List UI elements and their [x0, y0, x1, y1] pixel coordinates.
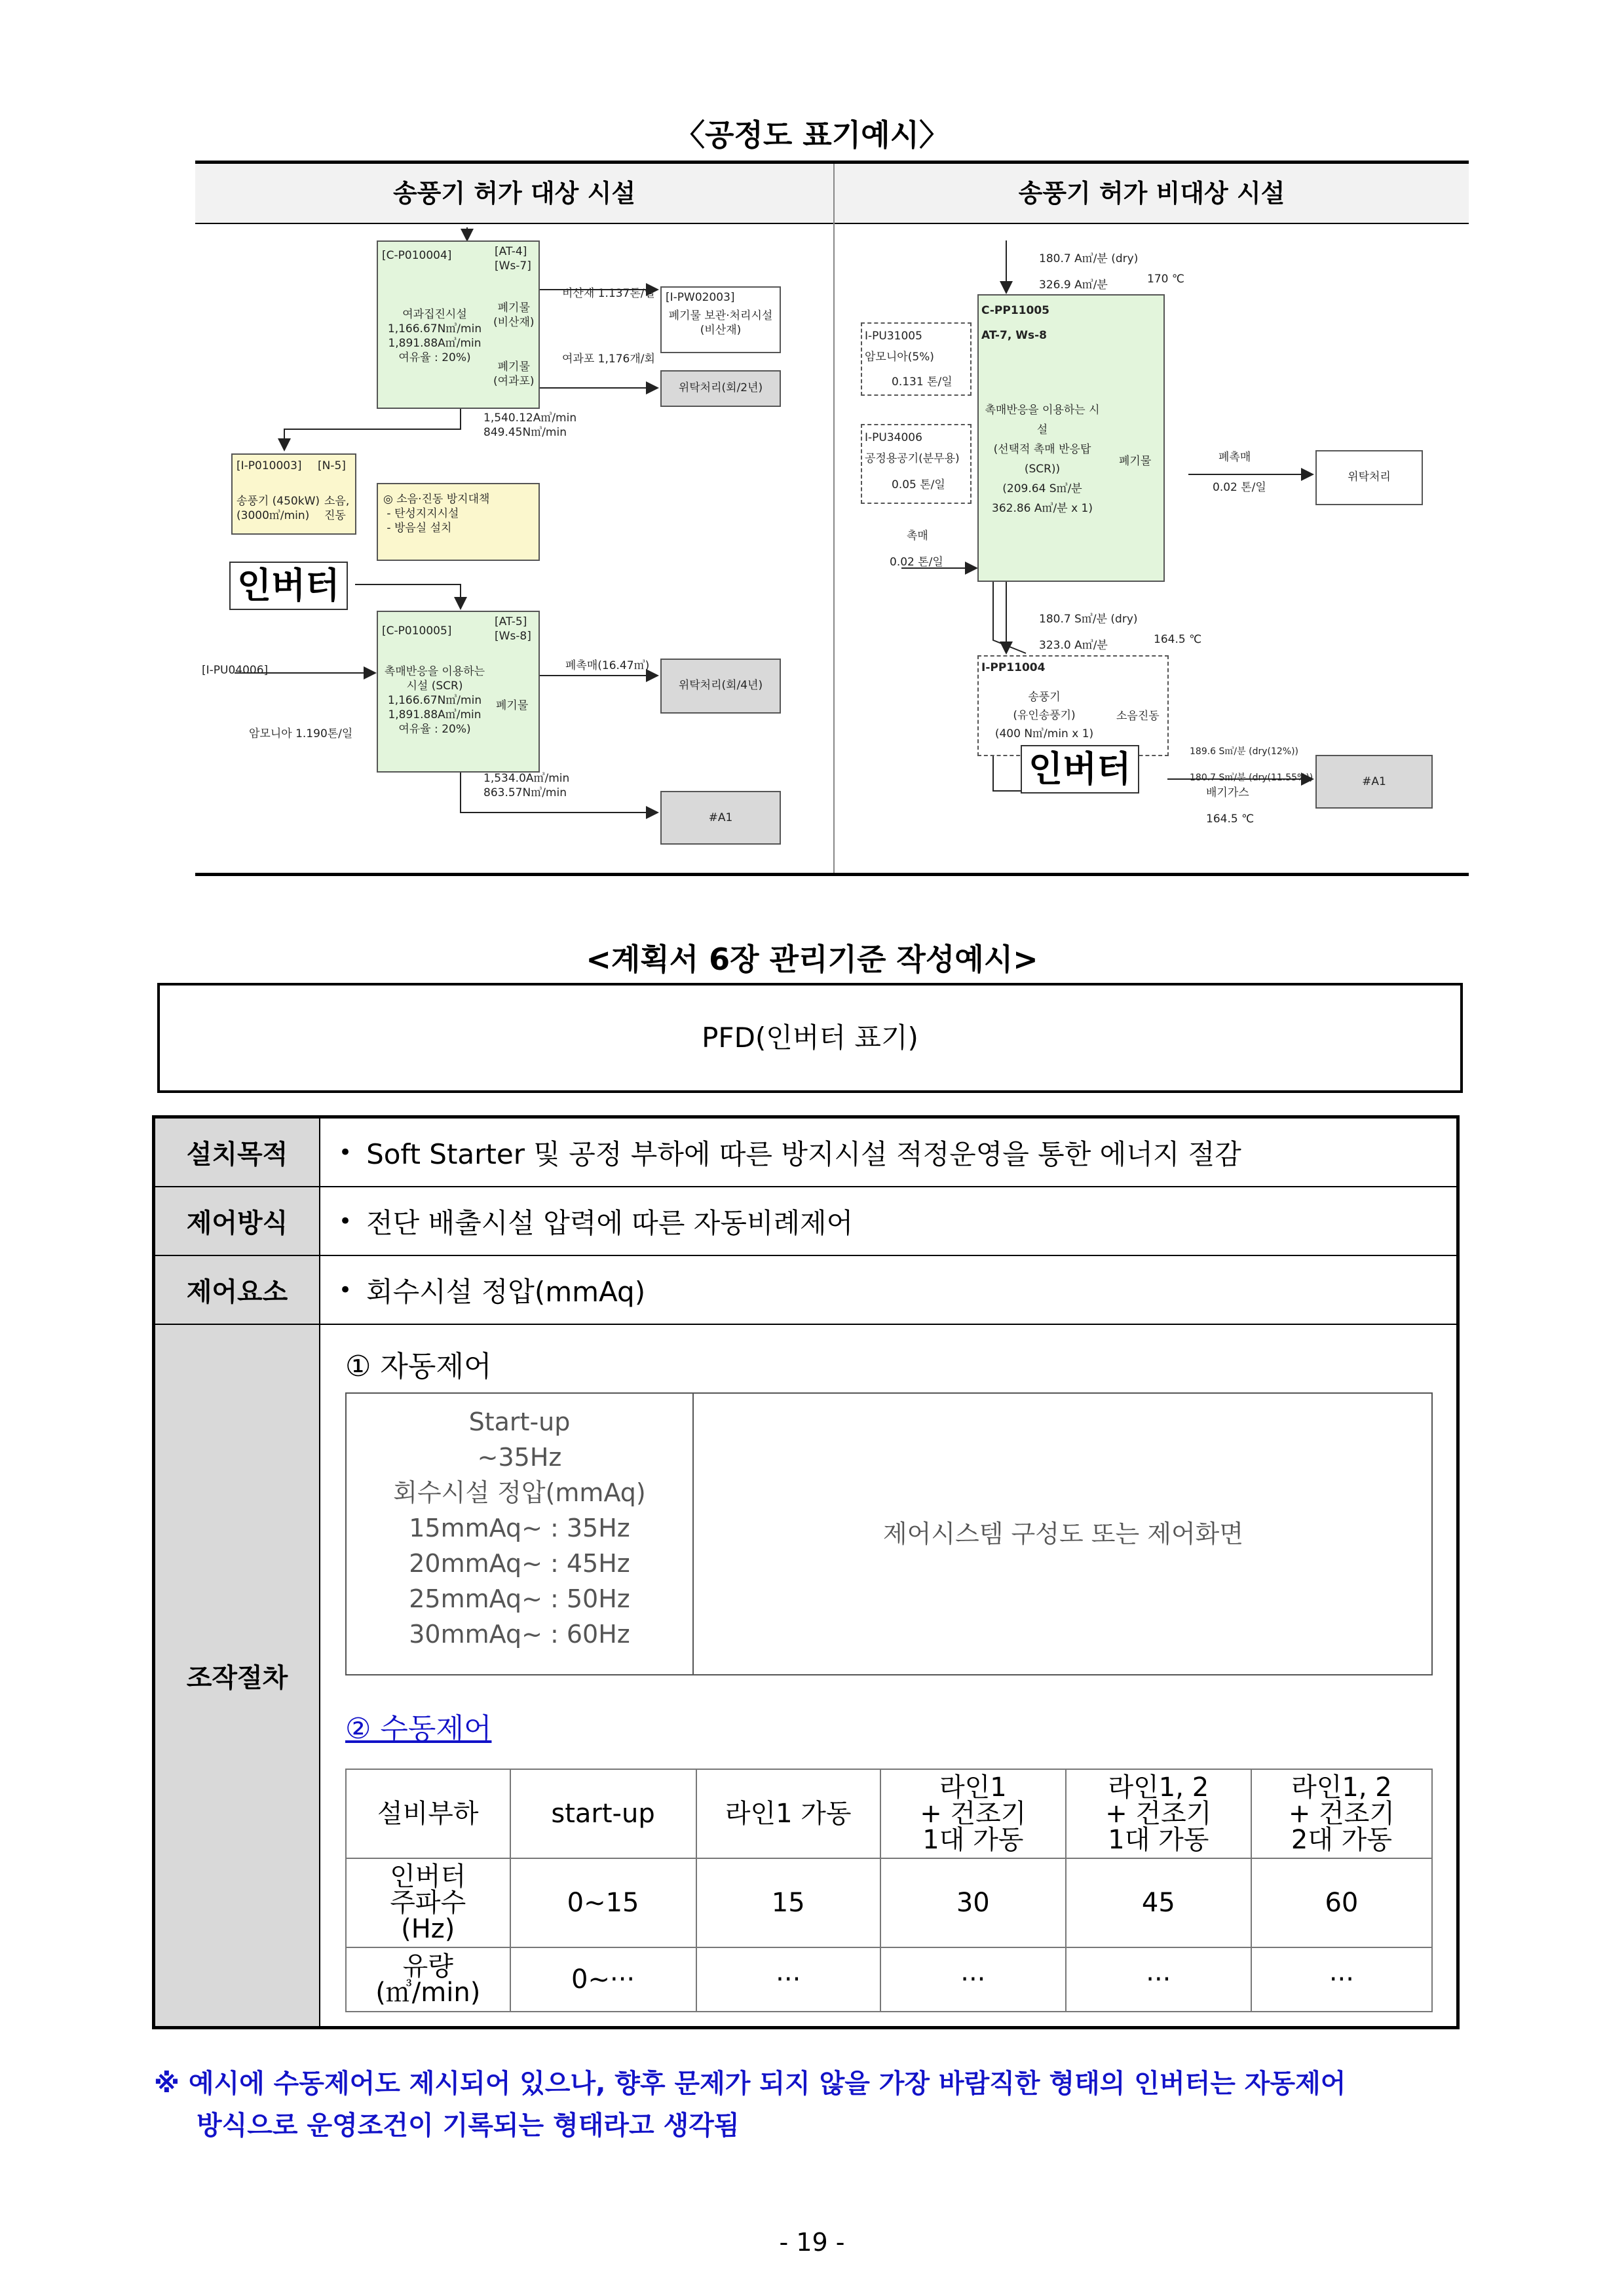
auto-control-box: [345, 1392, 1433, 1675]
page-number: - 19 -: [779, 2228, 845, 2257]
row-head-cell: 유량 (㎥/min): [346, 1947, 510, 2012]
auto-line: 15mmAq~ : 35Hz: [409, 1514, 630, 1542]
inverter-label-left: 인버터: [229, 562, 348, 610]
note-line-1: ※ 예시에 수동제어도 제시되어 있으나, 향후 문제가 되지 않을 가장 바람직한 형태의 인버터는 자동제어: [154, 2069, 1346, 2099]
waste-rate: 0.02 톤/일: [1213, 481, 1266, 494]
row-head-cell: 인버터 주파수 (Hz): [346, 1858, 510, 1947]
header-cell: 설비부하: [346, 1769, 510, 1858]
table-row: [346, 1947, 1432, 2012]
pu2-id: I-PU34006: [865, 431, 922, 444]
box-desc: 촉매반응을 이용하는 시 설 (선택적 촉매 반응탑 (SCR)) (209.64 S㎥/분 362.86 A㎥/분 x 1): [985, 404, 1100, 515]
pu2-rate: 0.05 톤/일: [892, 478, 945, 491]
table-cell: ···: [1066, 1947, 1251, 2012]
header-cell: start-up: [510, 1769, 696, 1858]
flow-after-scr: 1,534.0A㎥/min 863.57N㎥/min: [483, 772, 570, 799]
permit-target-header: 송풍기 허가 대상 시설: [195, 164, 835, 223]
auto-line: ~35Hz: [477, 1443, 562, 1472]
box-pw-desc: 폐기물 보관·처리시설 (비산재): [668, 309, 773, 337]
in-flow: 180.7 A㎥/분 (dry) 326.9 A㎥/분: [1039, 252, 1139, 292]
box1-desc: 여과집진시설 1,166.67N㎥/min 1,891.88A㎥/min 여유율 : 20%): [387, 308, 482, 364]
fan-n: [N-5]: [318, 459, 346, 472]
waste-label: 폐촉매: [1218, 451, 1251, 464]
box-out: 폐기물: [1119, 455, 1152, 468]
scr-box: [377, 611, 540, 773]
table-cell: 15: [696, 1858, 880, 1947]
auto-line: 30mmAq~ : 60Hz: [409, 1620, 630, 1649]
table-cell: 45: [1066, 1858, 1251, 1947]
box1-out2: 폐기물 (여과포): [493, 360, 535, 388]
process-air-box: [861, 424, 972, 504]
pfd-placeholder-box: PFD(인버터 표기): [157, 983, 1463, 1093]
out-flow: 189.6 S㎥/분 (dry(12%)) 180.7 S㎥/분 (dry(11.55%)): [1190, 746, 1313, 783]
element-text: 회수시설 정압(mmAq): [366, 1275, 646, 1308]
box-pw-id: [I-PW02003]: [666, 291, 735, 304]
fan-id: [I-P010003]: [236, 459, 302, 472]
noise-countermeasure-box: [377, 483, 540, 561]
management-criteria-title: <계획서 6장 관리기준 작성예시>: [586, 942, 1038, 977]
comparison-bottom-rule: [195, 873, 1469, 876]
management-criteria-table: [152, 1115, 1460, 2029]
manual-table-header: [346, 1769, 1432, 1858]
stack-a1-box-right: [1315, 755, 1433, 809]
blower-box: [231, 453, 356, 535]
flow-filter-bag: 여과포 1,176개/회: [562, 353, 655, 366]
row-label-method: 제어방식: [155, 1187, 320, 1255]
a1-left-label: #A1: [708, 811, 733, 824]
stack-a1-box-left: [660, 791, 781, 845]
pu1-rate: 0.131 톤/일: [892, 375, 953, 389]
box-id: C-PP11005: [981, 304, 1049, 317]
spent-catalyst-flow: 폐촉매(16.47㎥): [565, 659, 650, 672]
row-divider: [155, 1324, 1456, 1325]
table-cell: 0~···: [510, 1947, 696, 2012]
fan-noise: 소음, 진동: [324, 495, 350, 522]
table-cell: 30: [880, 1858, 1066, 1947]
comparison-header: [195, 161, 1469, 224]
waste-storage-box: [660, 286, 781, 353]
auto-line: 회수시설 정압(mmAq): [393, 1478, 646, 1507]
header-cell: 라인1, 2 + 건조기 1대 가동: [1066, 1769, 1251, 1858]
process-diagram-title: 〈공정도 표기예시〉: [674, 117, 950, 153]
method-text: 전단 배출시설 압력에 따른 자동비례제어: [366, 1206, 854, 1239]
a1-right-label: #A1: [1362, 775, 1386, 788]
box1-out1: 폐기물 (비산재): [493, 301, 535, 329]
ammonia-feed-box: [861, 322, 972, 396]
box-trust1-label: 위탁처리(회/2년): [678, 381, 763, 394]
purpose-text: Soft Starter 및 공정 부하에 따른 방지시설 적정운영을 통한 에너지 절감: [366, 1138, 1241, 1170]
flow-after-filter: 1,540.12A㎥/min 849.45N㎥/min: [483, 411, 577, 439]
header-cell: 라인1 가동: [696, 1769, 880, 1858]
noise-box-text: ◎ 소음·진동 방지대책 - 탄성지지시설 - 방음실 설치: [383, 493, 490, 535]
outsourced-treatment-box-1: [660, 370, 781, 407]
inverter-label-right: 인버터: [1021, 745, 1139, 794]
box-trust2-label: 위탁처리(회/4년): [678, 679, 763, 692]
box2-ws: [AT-5] [Ws-8]: [495, 615, 531, 643]
row-value-element: [326, 1256, 645, 1324]
catalyst-label: 촉매: [907, 529, 928, 543]
box2-desc: 촉매반응을 이용하는 시설 (SCR) 1,166.67N㎥/min 1,891.88A㎥/min 여유율 : 20%): [384, 665, 485, 736]
bullet-icon: •: [339, 1139, 352, 1166]
permit-target-pfd: [195, 221, 833, 873]
box2-out: 폐기물: [496, 699, 529, 712]
trust-label: 위탁처리: [1348, 470, 1391, 484]
mid-flow: 180.7 S㎥/분 (dry) 323.0 A㎥/분: [1039, 613, 1138, 652]
catalyst-rate: 0.02 톤/일: [890, 556, 943, 569]
row-value-purpose: [326, 1119, 1241, 1186]
mid-temp: 164.5 ℃: [1154, 633, 1202, 646]
outsourced-treatment-box-right: [1315, 450, 1423, 505]
manual-control-table: [345, 1769, 1433, 2012]
auto-control-settings: [347, 1394, 694, 1674]
auto-control-title: ① 자동제어: [345, 1350, 492, 1383]
outsourced-treatment-box-2: [660, 659, 781, 714]
induced-draft-fan-box: [977, 655, 1169, 756]
manual-control-title: ② 수동제어: [345, 1712, 492, 1746]
in-temp: 170 ℃: [1147, 273, 1184, 286]
ammonia-flow: 암모니아 1.190톤/일: [249, 727, 353, 740]
pu1-desc: 암모니아(5%): [865, 351, 934, 364]
table-cell: ···: [880, 1947, 1066, 2012]
fan-noise-right: 소음진동: [1116, 710, 1160, 723]
fan-id-right: I-PP11004: [981, 661, 1046, 674]
table-row: [346, 1858, 1432, 1947]
column-divider: [833, 220, 835, 875]
scr-reactor-box: [977, 294, 1165, 582]
table-cell: ···: [696, 1947, 880, 2012]
row-label-element: 제어요소: [155, 1256, 320, 1324]
out-temp: 164.5 ℃: [1206, 813, 1255, 826]
header-cell: 라인1, 2 + 건조기 2대 가동: [1251, 1769, 1432, 1858]
pu2-desc: 공정용공기(분무용): [865, 452, 960, 465]
filter-dust-collector-box: [377, 240, 540, 409]
note-line-2: 방식으로 운영조건이 기록되는 형태라고 생각됨: [197, 2111, 740, 2141]
table-cell: 60: [1251, 1858, 1432, 1947]
table-cell: ···: [1251, 1947, 1432, 2012]
exhaust-label: 배기가스: [1206, 786, 1249, 799]
pu1-id: I-PU31005: [865, 330, 922, 343]
auto-line: Start-up: [468, 1407, 571, 1436]
flow-fly-ash: 비산재 1.137톤/일: [562, 287, 655, 300]
auto-line: 25mmAq~ : 50Hz: [409, 1584, 630, 1613]
non-permit-pfd: [836, 221, 1469, 873]
non-permit-header: 송풍기 허가 비대상 시설: [1018, 179, 1285, 208]
table-cell: 0~15: [510, 1858, 696, 1947]
auto-line: 20mmAq~ : 45Hz: [409, 1549, 630, 1578]
box1-id: [C-P010004]: [382, 249, 452, 262]
header-cell: 라인1 + 건조기 1대 가동: [880, 1769, 1066, 1858]
box2-id: [C-P010005]: [382, 624, 452, 638]
row-label-purpose: 설치목적: [155, 1119, 320, 1186]
pu-left-id: [I-PU04006]: [202, 664, 269, 677]
bullet-icon: •: [339, 1276, 352, 1303]
bullet-icon: •: [339, 1208, 352, 1234]
row-value-method: [326, 1187, 853, 1255]
fan-desc: 송풍기 (450kW) (3000㎥/min): [236, 495, 320, 522]
fan-desc-right: 송풍기 (유인송풍기) (400 N㎥/min x 1): [994, 691, 1094, 740]
box1-ws: [AT-4] [Ws-7]: [495, 245, 531, 273]
control-screen-placeholder: 제어시스템 구성도 또는 제어화면: [882, 1520, 1244, 1548]
row-label-procedure: 조작절차: [155, 1325, 320, 2026]
box-ws: AT-7, Ws-8: [981, 329, 1047, 342]
